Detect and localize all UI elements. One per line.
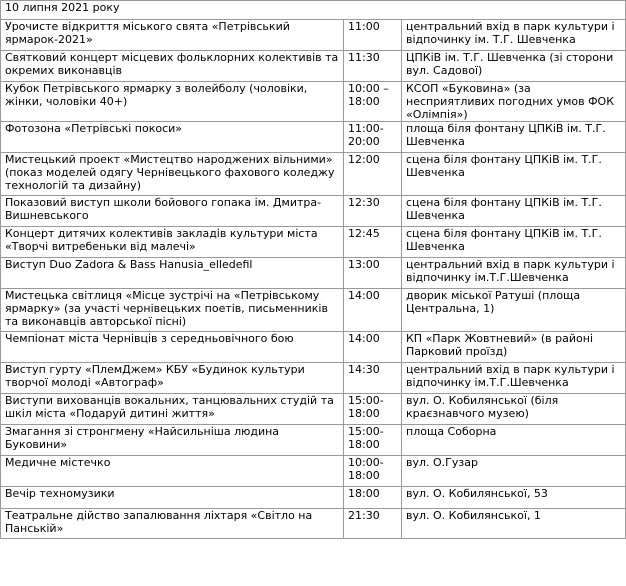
event-cell: Мистецький проект «Мистецтво народжених вільними» (показ моделей одягу Чернівецького фахового коледжу технологій та дизайну) [1, 153, 344, 196]
place-cell: вул. О. Кобилянської, 1 [402, 509, 626, 539]
event-cell: Чемпіонат міста Чернівців з середньовічного бою [1, 332, 344, 363]
table-row [1, 332, 626, 363]
table-row [1, 153, 626, 196]
place-cell: дворик міської Ратуші (площа Центральна, 1) [402, 289, 626, 332]
place-cell: вул. О. Кобилянської, 53 [402, 487, 626, 509]
time-cell: 11:00 [344, 20, 402, 51]
table-row [1, 394, 626, 425]
time-cell: 15:00-18:00 [344, 394, 402, 425]
place-cell: площа Соборна [402, 425, 626, 456]
time-cell: 21:30 [344, 509, 402, 539]
table-row [1, 227, 626, 258]
event-cell: Показовий виступ школи бойового гопака ім. Дмитра-Вишневського [1, 196, 344, 227]
time-cell: 14:00 [344, 332, 402, 363]
table-row [1, 82, 626, 122]
table-row [1, 289, 626, 332]
table-row [1, 51, 626, 82]
event-cell: Концерт дитячих колективів закладів культури міста «Творчі витребеньки від малечі» [1, 227, 344, 258]
event-cell: Святковий концерт місцевих фольклорних колективів та окремих виконавців [1, 51, 344, 82]
event-cell: Вечір техномузики [1, 487, 344, 509]
table-row [1, 456, 626, 487]
place-cell: сцена біля фонтану ЦПКіВ ім. Т.Г. Шевченка [402, 196, 626, 227]
table-row [1, 196, 626, 227]
time-cell: 14:00 [344, 289, 402, 332]
table-row [1, 425, 626, 456]
place-cell: КСОП «Буковина» (за несприятливих погодних умов ФОК «Олімпія») [402, 82, 626, 122]
table-row [1, 487, 626, 509]
place-cell: площа біля фонтану ЦПКіВ ім. Т.Г. Шевченка [402, 122, 626, 153]
place-cell: центральний вхід в парк культури і відпочинку ім. Т.Г. Шевченка [402, 20, 626, 51]
table-row [1, 20, 626, 51]
table-row [1, 258, 626, 289]
event-cell: Медичне містечко [1, 456, 344, 487]
event-cell: Урочисте відкриття міського свята «Петрівський ярмарок-2021» [1, 20, 344, 51]
time-cell: 15:00-18:00 [344, 425, 402, 456]
time-cell: 11:30 [344, 51, 402, 82]
place-cell: вул. О. Кобилянської (біля краєзнавчого музею) [402, 394, 626, 425]
place-cell: центральний вхід в парк культури і відпочинку ім.Т.Г.Шевченка [402, 258, 626, 289]
table-row [1, 122, 626, 153]
time-cell: 13:00 [344, 258, 402, 289]
table-row [1, 509, 626, 539]
time-cell: 12:45 [344, 227, 402, 258]
place-cell: сцена біля фонтану ЦПКіВ ім. Т.Г. Шевченка [402, 153, 626, 196]
event-cell: Театральне дійство запалювання ліхтаря «Світло на Панській» [1, 509, 344, 539]
place-cell: сцена біля фонтану ЦПКіВ ім. Т.Г. Шевченка [402, 227, 626, 258]
event-cell: Виступ Duo Zadora & Bass Hanusia_elledefil [1, 258, 344, 289]
place-cell: центральний вхід в парк культури і відпочинку ім.Т.Г.Шевченка [402, 363, 626, 394]
time-cell: 12:30 [344, 196, 402, 227]
event-cell: Виступ гурту «ПлемДжем» КБУ «Будинок культури творчої молоді «Автограф» [1, 363, 344, 394]
schedule-date: 10 липня 2021 року [1, 1, 626, 20]
table-row [1, 363, 626, 394]
place-cell: КП «Парк Жовтневий» (в районі Парковий проїзд) [402, 332, 626, 363]
time-cell: 12:00 [344, 153, 402, 196]
time-cell: 11:00-20:00 [344, 122, 402, 153]
place-cell: ЦПКіВ ім. Т.Г. Шевченка (зі сторони вул. Садової) [402, 51, 626, 82]
event-cell: Кубок Петрівського ярмарку з волейболу (чоловіки, жінки, чоловіки 40+) [1, 82, 344, 122]
event-cell: Змагання зі стронгмену «Найсильніша людина Буковини» [1, 425, 344, 456]
event-cell: Виступи вихованців вокальних, танцювальних студій та шкіл міста «Подаруй дитині життя» [1, 394, 344, 425]
date-row [1, 1, 626, 20]
time-cell: 14:30 [344, 363, 402, 394]
time-cell: 18:00 [344, 487, 402, 509]
event-cell: Мистецька світлиця «Місце зустрічі на «Петрівському ярмарку» (за участі чернівецьких поетів, письменників та виконавців авторської пісні) [1, 289, 344, 332]
place-cell: вул. О.Гузар [402, 456, 626, 487]
time-cell: 10:00-18:00 [344, 456, 402, 487]
time-cell: 10:00 – 18:00 [344, 82, 402, 122]
schedule-body [1, 1, 626, 539]
event-cell: Фотозона «Петрівські покоси» [1, 122, 344, 153]
